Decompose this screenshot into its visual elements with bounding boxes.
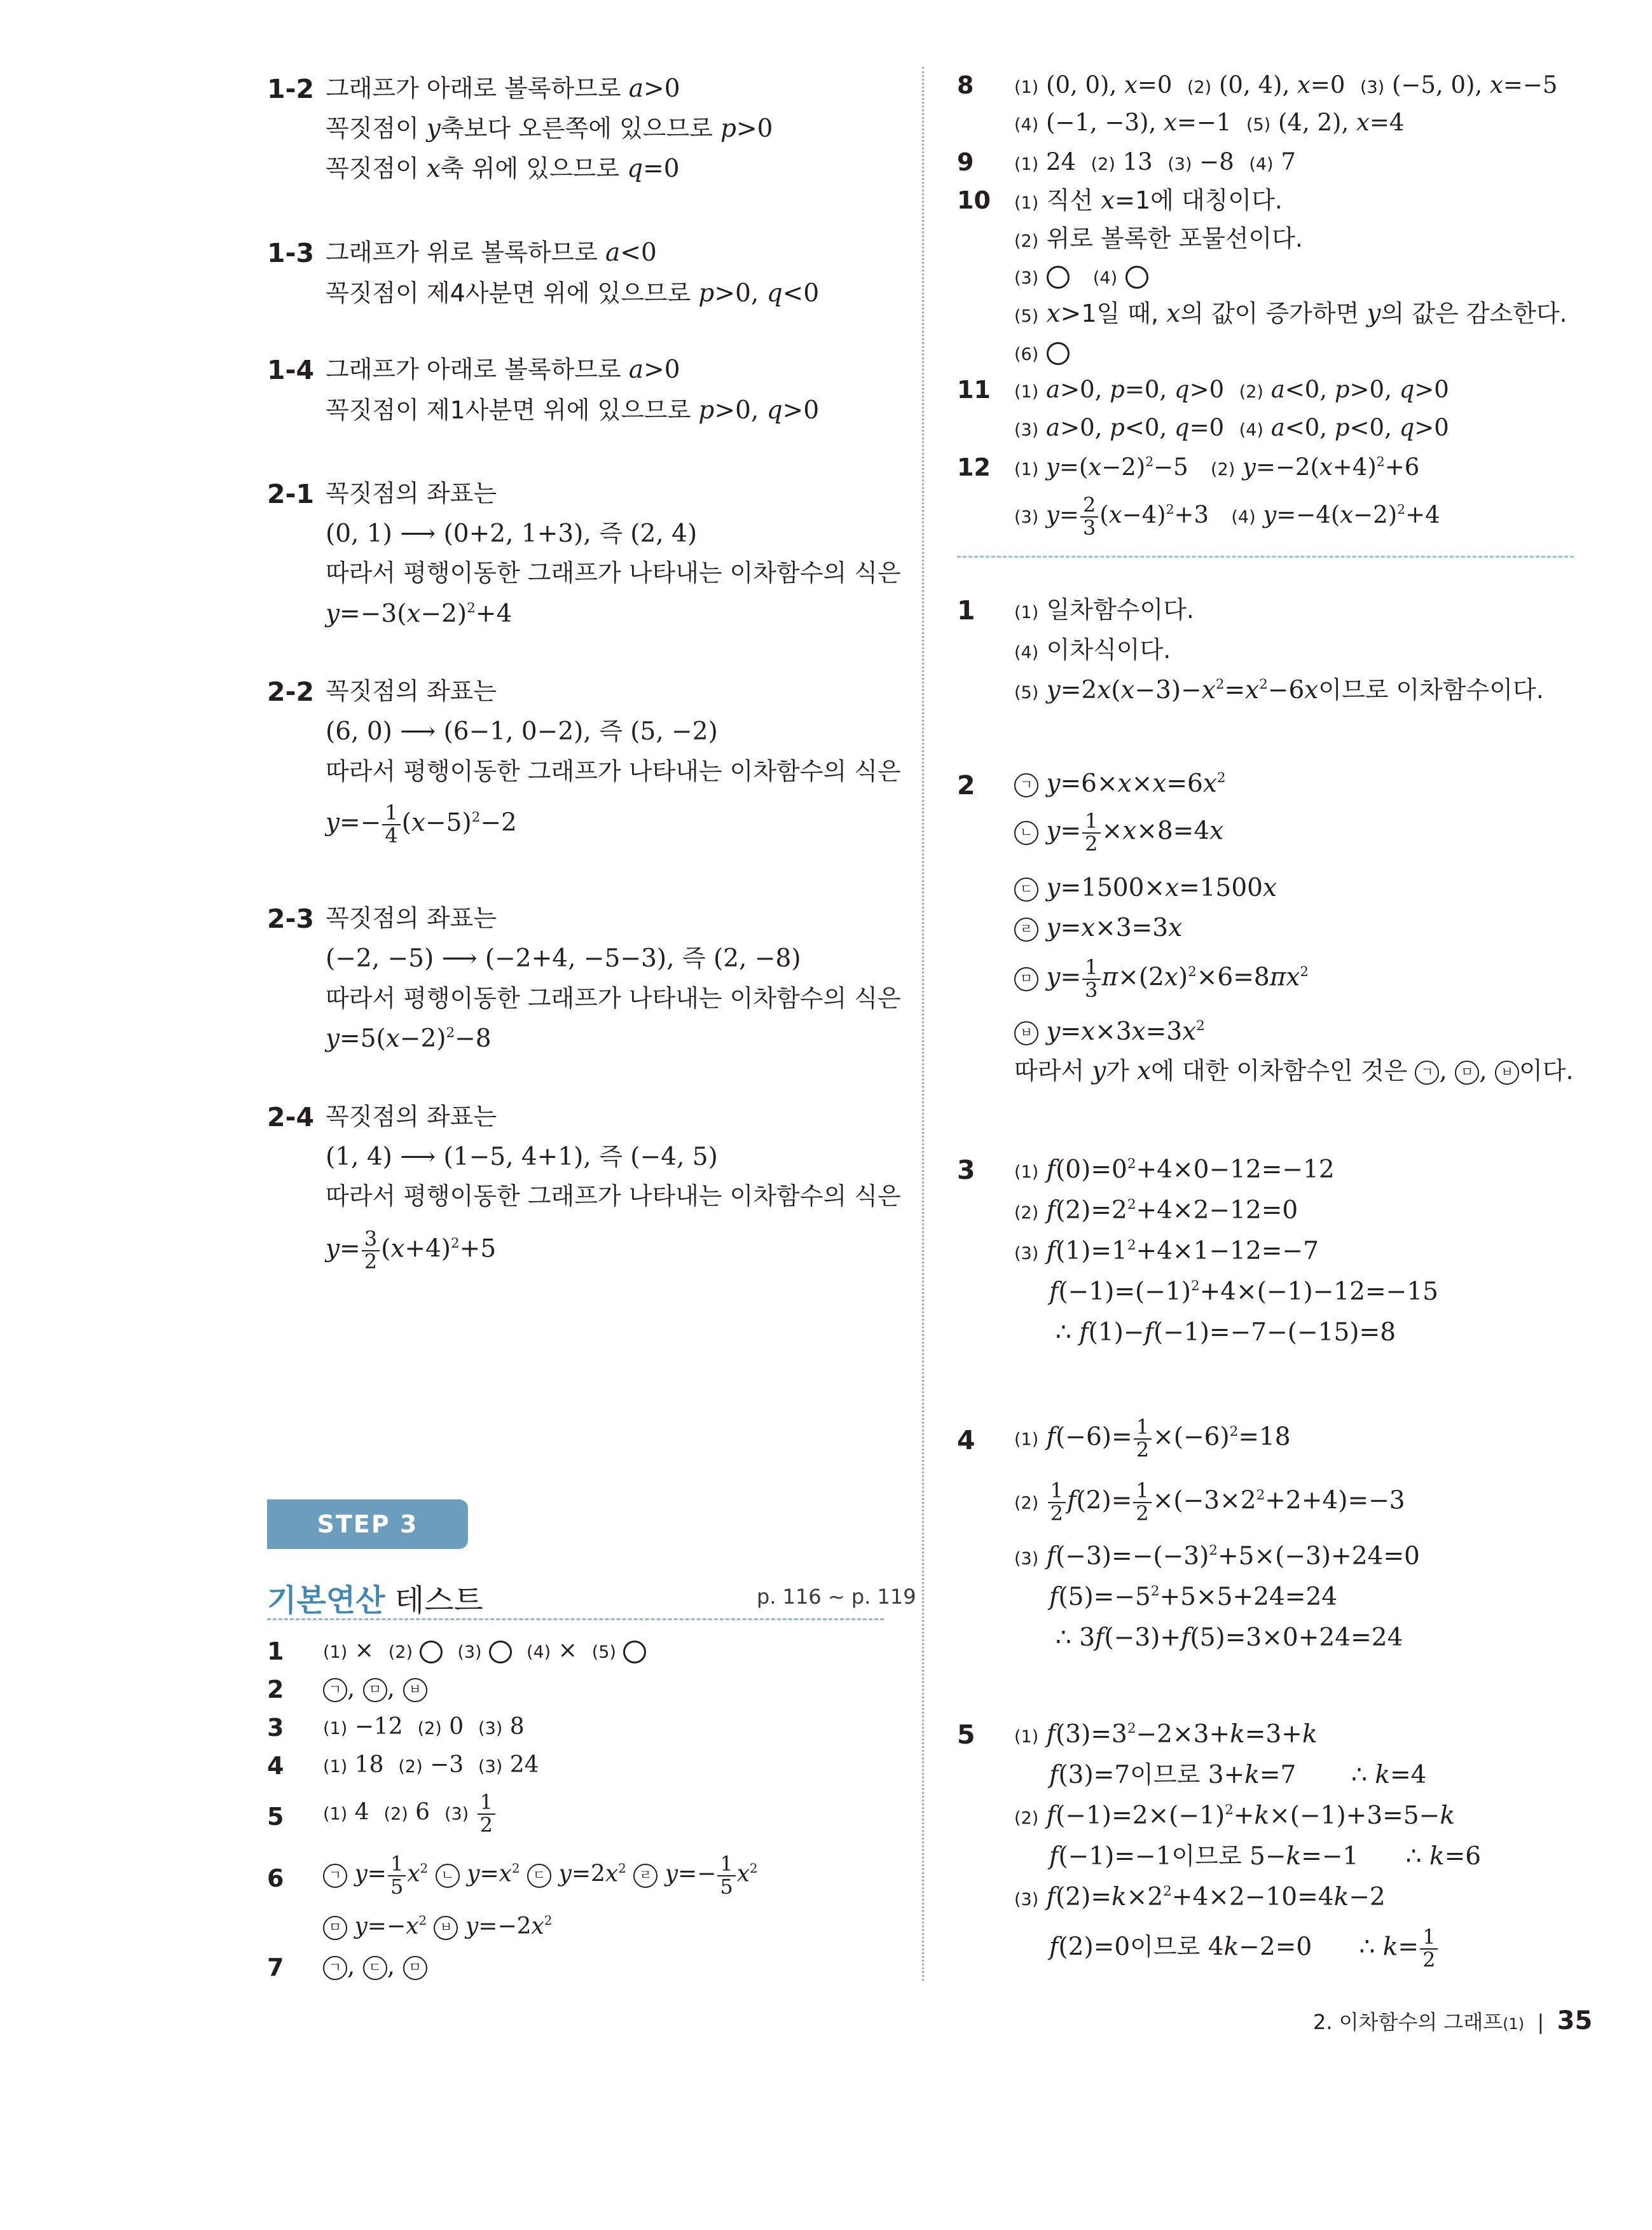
- answer-number: 1: [267, 1637, 284, 1665]
- problem-number: 1-2: [267, 74, 315, 104]
- solution-line: (6, 0) ⟶ (6−1, 0−2), 즉 (5, −2): [326, 717, 718, 746]
- solution-line: (2) $\frac{1}{2}$ f(2)= $\frac{1}{2}$ $\times(-3\times 2^2+2+4)=-3$: [1014, 1478, 1405, 1525]
- section-title: 기본연산 테스트: [267, 1583, 483, 1618]
- solution-line: (1) $f(3)=3^2-2\times 3+k=3+k$: [1014, 1720, 1318, 1749]
- solution-line: ㄴ y= $\frac{1}{2}$ ×x×8=4x: [1014, 811, 1223, 855]
- answer-line: ㅁ $y=-x^2$ ㅂ $y=-2x^2$: [323, 1915, 552, 1940]
- section-divider: [957, 556, 1574, 558]
- solution-line: (3) $f(1)=1^2+4\times 1-12=-7$: [1014, 1237, 1319, 1265]
- page-footer: 2. 이차함수의 그래프(1) | 35: [1313, 2006, 1593, 2035]
- solution-line: 그래프가 아래로 볼록하므로 a>0: [326, 355, 680, 384]
- problem-number: 1-3: [267, 238, 315, 268]
- solution-line: ㅂ $y=x\times 3x=3x^2$: [1014, 1019, 1205, 1045]
- solution-line: ∴ f(1)−f(−1)=−7−(−15)=8: [1056, 1318, 1396, 1347]
- problem-number: 1: [957, 595, 975, 626]
- answer-number: 7: [267, 1953, 284, 1981]
- solution-line: (1) f(−6)= $\frac{1}{2}$ $\times(-6)^2=18$: [1014, 1415, 1291, 1462]
- solution-line: (3) $f(2)=k\times 2^2+4\times 2-10=4k-2$: [1014, 1883, 1386, 1911]
- solution-line: f(2)=0이므로 4k−2=0 ∴ k= $\frac{1}{2}$: [1049, 1927, 1439, 1971]
- problem-number: 1-4: [267, 355, 315, 385]
- answer-number: 3: [267, 1714, 284, 1742]
- problem-number: 2-3: [267, 904, 315, 934]
- answer-line: (1) 18 (2) −3 (3) 24: [323, 1752, 539, 1778]
- answer-line: (3) (4): [1014, 263, 1148, 289]
- answer-line: ㄱ , ㄷ , ㅁ: [323, 1954, 427, 1980]
- solution-line: (−2, −5) ⟶ (−2+4, −5−3), 즉 (2, −8): [326, 944, 801, 973]
- solution-line: $f(5)=-5^2+5\times 5+24=24$: [1049, 1583, 1338, 1611]
- solution-line: 따라서 y가 x에 대한 이차함수인 것은 ㄱ , ㅁ , ㅂ 이다.: [1014, 1057, 1574, 1085]
- answer-line: ㄱ , ㅁ , ㅂ: [323, 1676, 427, 1702]
- solution-line: 꼭짓점의 좌표는: [326, 1103, 497, 1131]
- solution-line: (2) $f(-1)=2\times(-1)^2+k\times(-1)+3=5-k$: [1014, 1801, 1455, 1830]
- page-reference: p. 116 ~ p. 119: [757, 1585, 916, 1609]
- solution-line: 꼭짓점이 제1사분면 위에 있으므로 p>0, q>0: [326, 396, 820, 425]
- answer-line: (3) a>0, p<0, q=0 (4) a<0, p<0, q>0: [1014, 414, 1449, 441]
- solution-line: (1, 4) ⟶ (1−5, 4+1), 즉 (−4, 5): [326, 1143, 718, 1171]
- solution-line: f(−1)=−1이므로 5−k=−1 ∴ k=6: [1049, 1842, 1482, 1871]
- answer-line: (1) (0, 0), x=0 (2) (0, 4), x=0 (3) (−5, 0), x=−5: [1014, 71, 1558, 99]
- answer-number: 5: [267, 1803, 284, 1831]
- problem-number: 2-1: [267, 479, 315, 509]
- problem-number: 4: [957, 1425, 975, 1456]
- solution-line: (1) 일차함수이다.: [1014, 596, 1194, 624]
- answer-number: 11: [957, 376, 991, 404]
- answer-line: (1) 24 (2) 13 (3) −8 (4) 7: [1014, 148, 1296, 176]
- answer-number: 2: [267, 1676, 284, 1703]
- answer-number: 8: [957, 71, 974, 99]
- solution-line: (4) 이차식이다.: [1014, 636, 1171, 664]
- solution-line: ㄷ y=1500×x=1500x: [1014, 876, 1277, 902]
- solution-line: 꼭짓점의 좌표는: [326, 677, 497, 705]
- problem-number: 2: [957, 770, 975, 801]
- solution-line: ㅁ y= $\frac{1}{3}$ $\pi\times(2x)^2\times 6=8\pi x^2$: [1014, 957, 1309, 1001]
- answer-line: (6): [1014, 340, 1070, 365]
- solution-line: 따라서 평행이동한 그래프가 나타내는 이차함수의 식은: [326, 1182, 901, 1210]
- answer-number: 9: [957, 148, 974, 176]
- answer-line: ㄱ y= $\frac{1}{5}$ $x^2$ ㄴ $y=x^2$ ㄷ $y=2x^2$ ㄹ y=− $\frac{1}{5}$ $x^2$: [323, 1854, 758, 1897]
- solution-line: 꼭짓점의 좌표는: [326, 479, 497, 507]
- problem-number: 2-4: [267, 1102, 315, 1132]
- answer-line: (5) x>1일 때, x의 값이 증가하면 y의 값은 감소한다.: [1014, 299, 1567, 328]
- solution-line: 꼭짓점이 제4사분면 위에 있으므로 p>0, q<0: [326, 279, 820, 308]
- solution-line: ∴ 3f(−3)+f(5)=3×0+24=24: [1056, 1623, 1403, 1652]
- solution-line: (5) $y=2x(x-3)-x^2=x^2-6x$이므로 이차함수이다.: [1014, 676, 1544, 705]
- solution-line: $y=5(x-2)^2-8$: [326, 1024, 492, 1053]
- problem-number: 5: [957, 1719, 975, 1750]
- answer-line: (4) (−1, −3), x=−1 (5) (4, 2), x=4: [1014, 109, 1405, 136]
- solution-line: ㄱ $y=6\times x\times x=6x^2$: [1014, 771, 1225, 797]
- solution-line: 그래프가 아래로 볼록하므로 a>0: [326, 74, 680, 103]
- answer-line: (1) a>0, p=0, q>0 (2) a<0, p>0, q>0: [1014, 376, 1449, 403]
- solution-line: f(3)=7이므로 3+k=7 ∴ k=4: [1049, 1761, 1427, 1789]
- answer-number: 6: [267, 1864, 284, 1892]
- answer-line: (1) $y=(x-2)^2-5$ (2) $y=-2(x+4)^2+6$: [1014, 453, 1420, 481]
- solution-line: 꼭짓점의 좌표는: [326, 904, 497, 932]
- solution-line: y=− $\frac{1}{4}$ $(x-5)^2-2$: [326, 801, 517, 848]
- solution-line: 따라서 평행이동한 그래프가 나타내는 이차함수의 식은: [326, 984, 901, 1012]
- problem-number: 2-2: [267, 677, 315, 707]
- step-badge: STEP 3: [267, 1499, 468, 1549]
- answer-number: 10: [957, 186, 991, 214]
- answer-line: (2) 위로 볼록한 포물선이다.: [1014, 224, 1303, 252]
- answer-number: 4: [267, 1752, 284, 1780]
- solution-line: (3) $f(-3)=-(-3)^2+5\times(-3)+24=0$: [1014, 1542, 1420, 1571]
- column-divider: [922, 67, 924, 1981]
- solution-line: y= $\frac{3}{2}$ $(x+4)^2+5$: [326, 1227, 497, 1274]
- solution-line: (0, 1) ⟶ (0+2, 1+3), 즉 (2, 4): [326, 520, 698, 548]
- solution-line: 꼭짓점이 x축 위에 있으므로 q=0: [326, 155, 680, 183]
- answer-number: 12: [957, 453, 991, 481]
- answer-line: (3) y= $\frac{2}{3}$ $(x-4)^2+3$ (4) $y=-4(x-2)^2+4$: [1014, 493, 1440, 540]
- solution-line: 따라서 평행이동한 그래프가 나타내는 이차함수의 식은: [326, 559, 901, 587]
- solution-line: $y=-3(x-2)^2+4$: [326, 600, 513, 628]
- answer-line: (1) × (2) (3) (4) × (5): [323, 1639, 646, 1663]
- solution-line: 따라서 평행이동한 그래프가 나타내는 이차함수의 식은: [326, 757, 901, 785]
- solution-line: $f(-1)=(-1)^2+4\times(-1)-12=-15$: [1049, 1277, 1438, 1306]
- answer-line: (1) 4 (2) 6 (3) $\frac{1}{2}$: [323, 1792, 497, 1836]
- section-rule: [267, 1618, 884, 1620]
- solution-line: ㄹ y=x×3=3x: [1014, 916, 1182, 942]
- solution-line: (2) $f(2)=2^2+4\times 2-12=0$: [1014, 1196, 1298, 1225]
- solution-line: (1) $f(0)=0^2+4\times 0-12=-12$: [1014, 1155, 1335, 1184]
- solution-line: 그래프가 위로 볼록하므로 a<0: [326, 238, 657, 267]
- solution-line: 꼭짓점이 y축보다 오른쪽에 있으므로 p>0: [326, 114, 773, 143]
- answer-line: (1) −12 (2) 0 (3) 8: [323, 1714, 525, 1740]
- problem-number: 3: [957, 1155, 975, 1185]
- answer-line: (1) 직선 x=1에 대칭이다.: [1014, 186, 1283, 215]
